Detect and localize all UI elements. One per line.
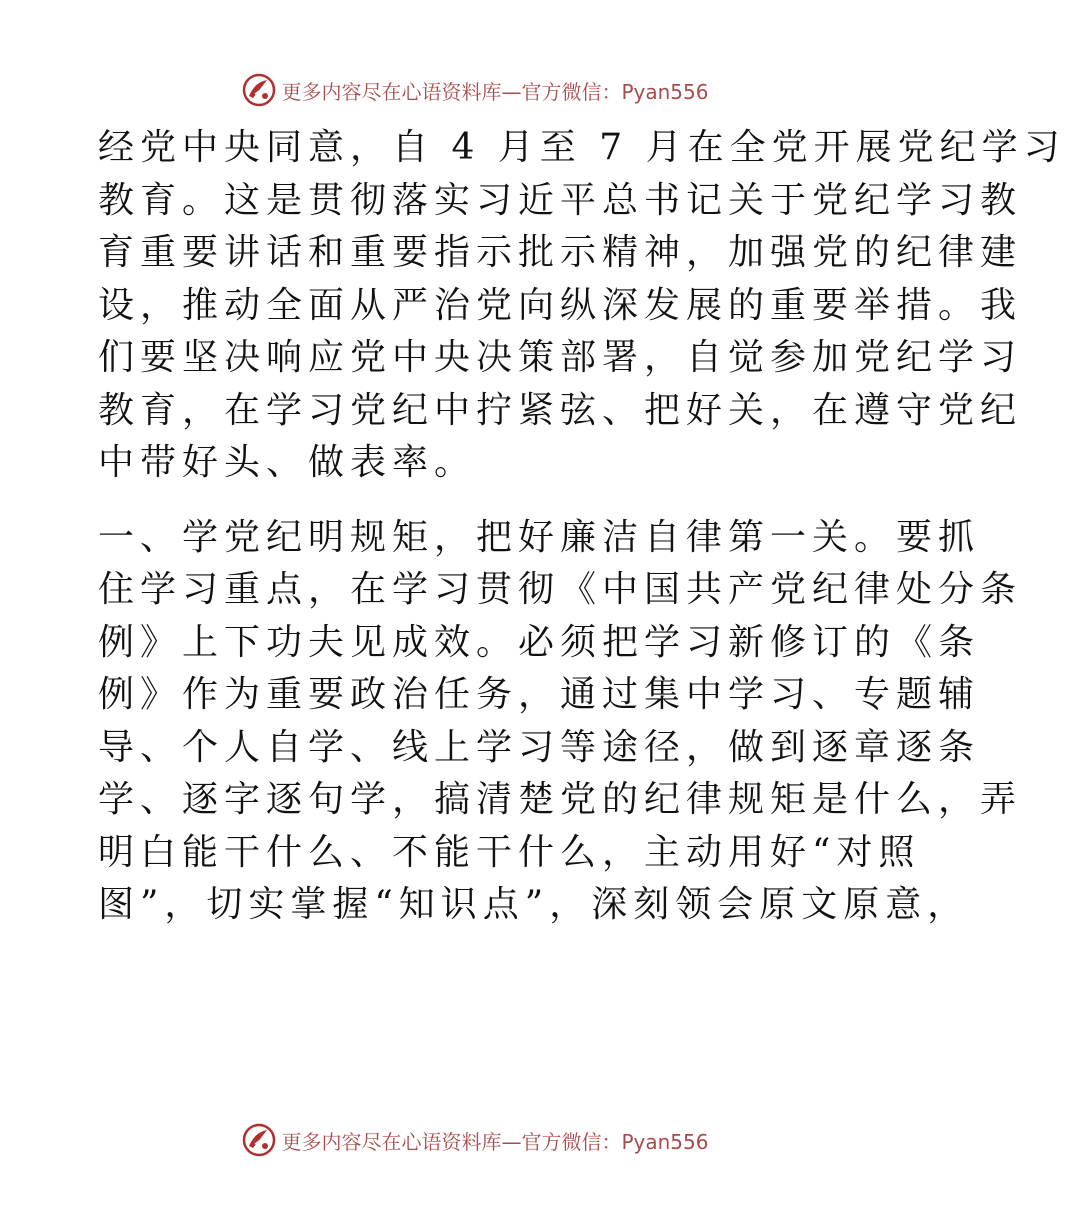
text-line: 学、逐字逐句学，搞清楚党的纪律规矩是什么，弄 — [98, 779, 1023, 820]
text-line: 中带好头、做表率。 — [98, 442, 477, 483]
text-line: 一、学党纪明规矩，把好廉洁自律第一关。要抓 — [98, 516, 981, 558]
paragraph-spacer — [98, 490, 858, 512]
text-line: 设，推动全面从严治党向纵深发展的重要举措。我 — [98, 284, 1023, 326]
header-banner — [0, 70, 950, 110]
document-body — [98, 122, 1066, 932]
footer-banner-text: 更多内容尽在心语资料库—官方微信：Pyan556 — [281, 1129, 709, 1154]
text-line: 例》作为重要政治任务，通过集中学习、专题辅 — [98, 674, 981, 715]
header-banner-text: 更多内容尽在心语资料库—官方微信：Pyan556 — [281, 79, 709, 104]
text-line: 育重要讲话和重要指示批示精神，加强党的纪律建 — [98, 232, 1023, 273]
text-line: 教育，在学习党纪中拧紧弦、把好关，在遵守党纪 — [98, 389, 1023, 431]
text-line: 们要坚决响应党中央决策部署，自觉参加党纪学习 — [98, 337, 1023, 378]
text-line: 住学习重点，在学习贯彻《中国共产党纪律处分条 — [98, 569, 1023, 610]
text-line: 例》上下功夫见成效。必须把学习新修订的《条 — [98, 621, 981, 663]
text-line: 经党中央同意，自 4 月至 7 月在全党开展党纪学习 — [98, 127, 1066, 168]
text-line: 导、个人自学、线上学习等途径，做到逐章逐条 — [98, 726, 981, 768]
paragraph-intro — [98, 122, 1066, 490]
text-line: 明白能干什么、不能干什么，主动用好“对照 — [98, 831, 921, 873]
footer-banner — [0, 1120, 950, 1160]
text-line: 教育。这是贯彻落实习近平总书记关于党纪学习教 — [98, 179, 1023, 221]
logo-icon — [241, 72, 277, 108]
logo-icon — [241, 1122, 277, 1158]
text-line: 图”，切实掌握“知识点”，深刻领会原文原意， — [98, 884, 970, 925]
paragraph-section-one — [98, 512, 1023, 932]
